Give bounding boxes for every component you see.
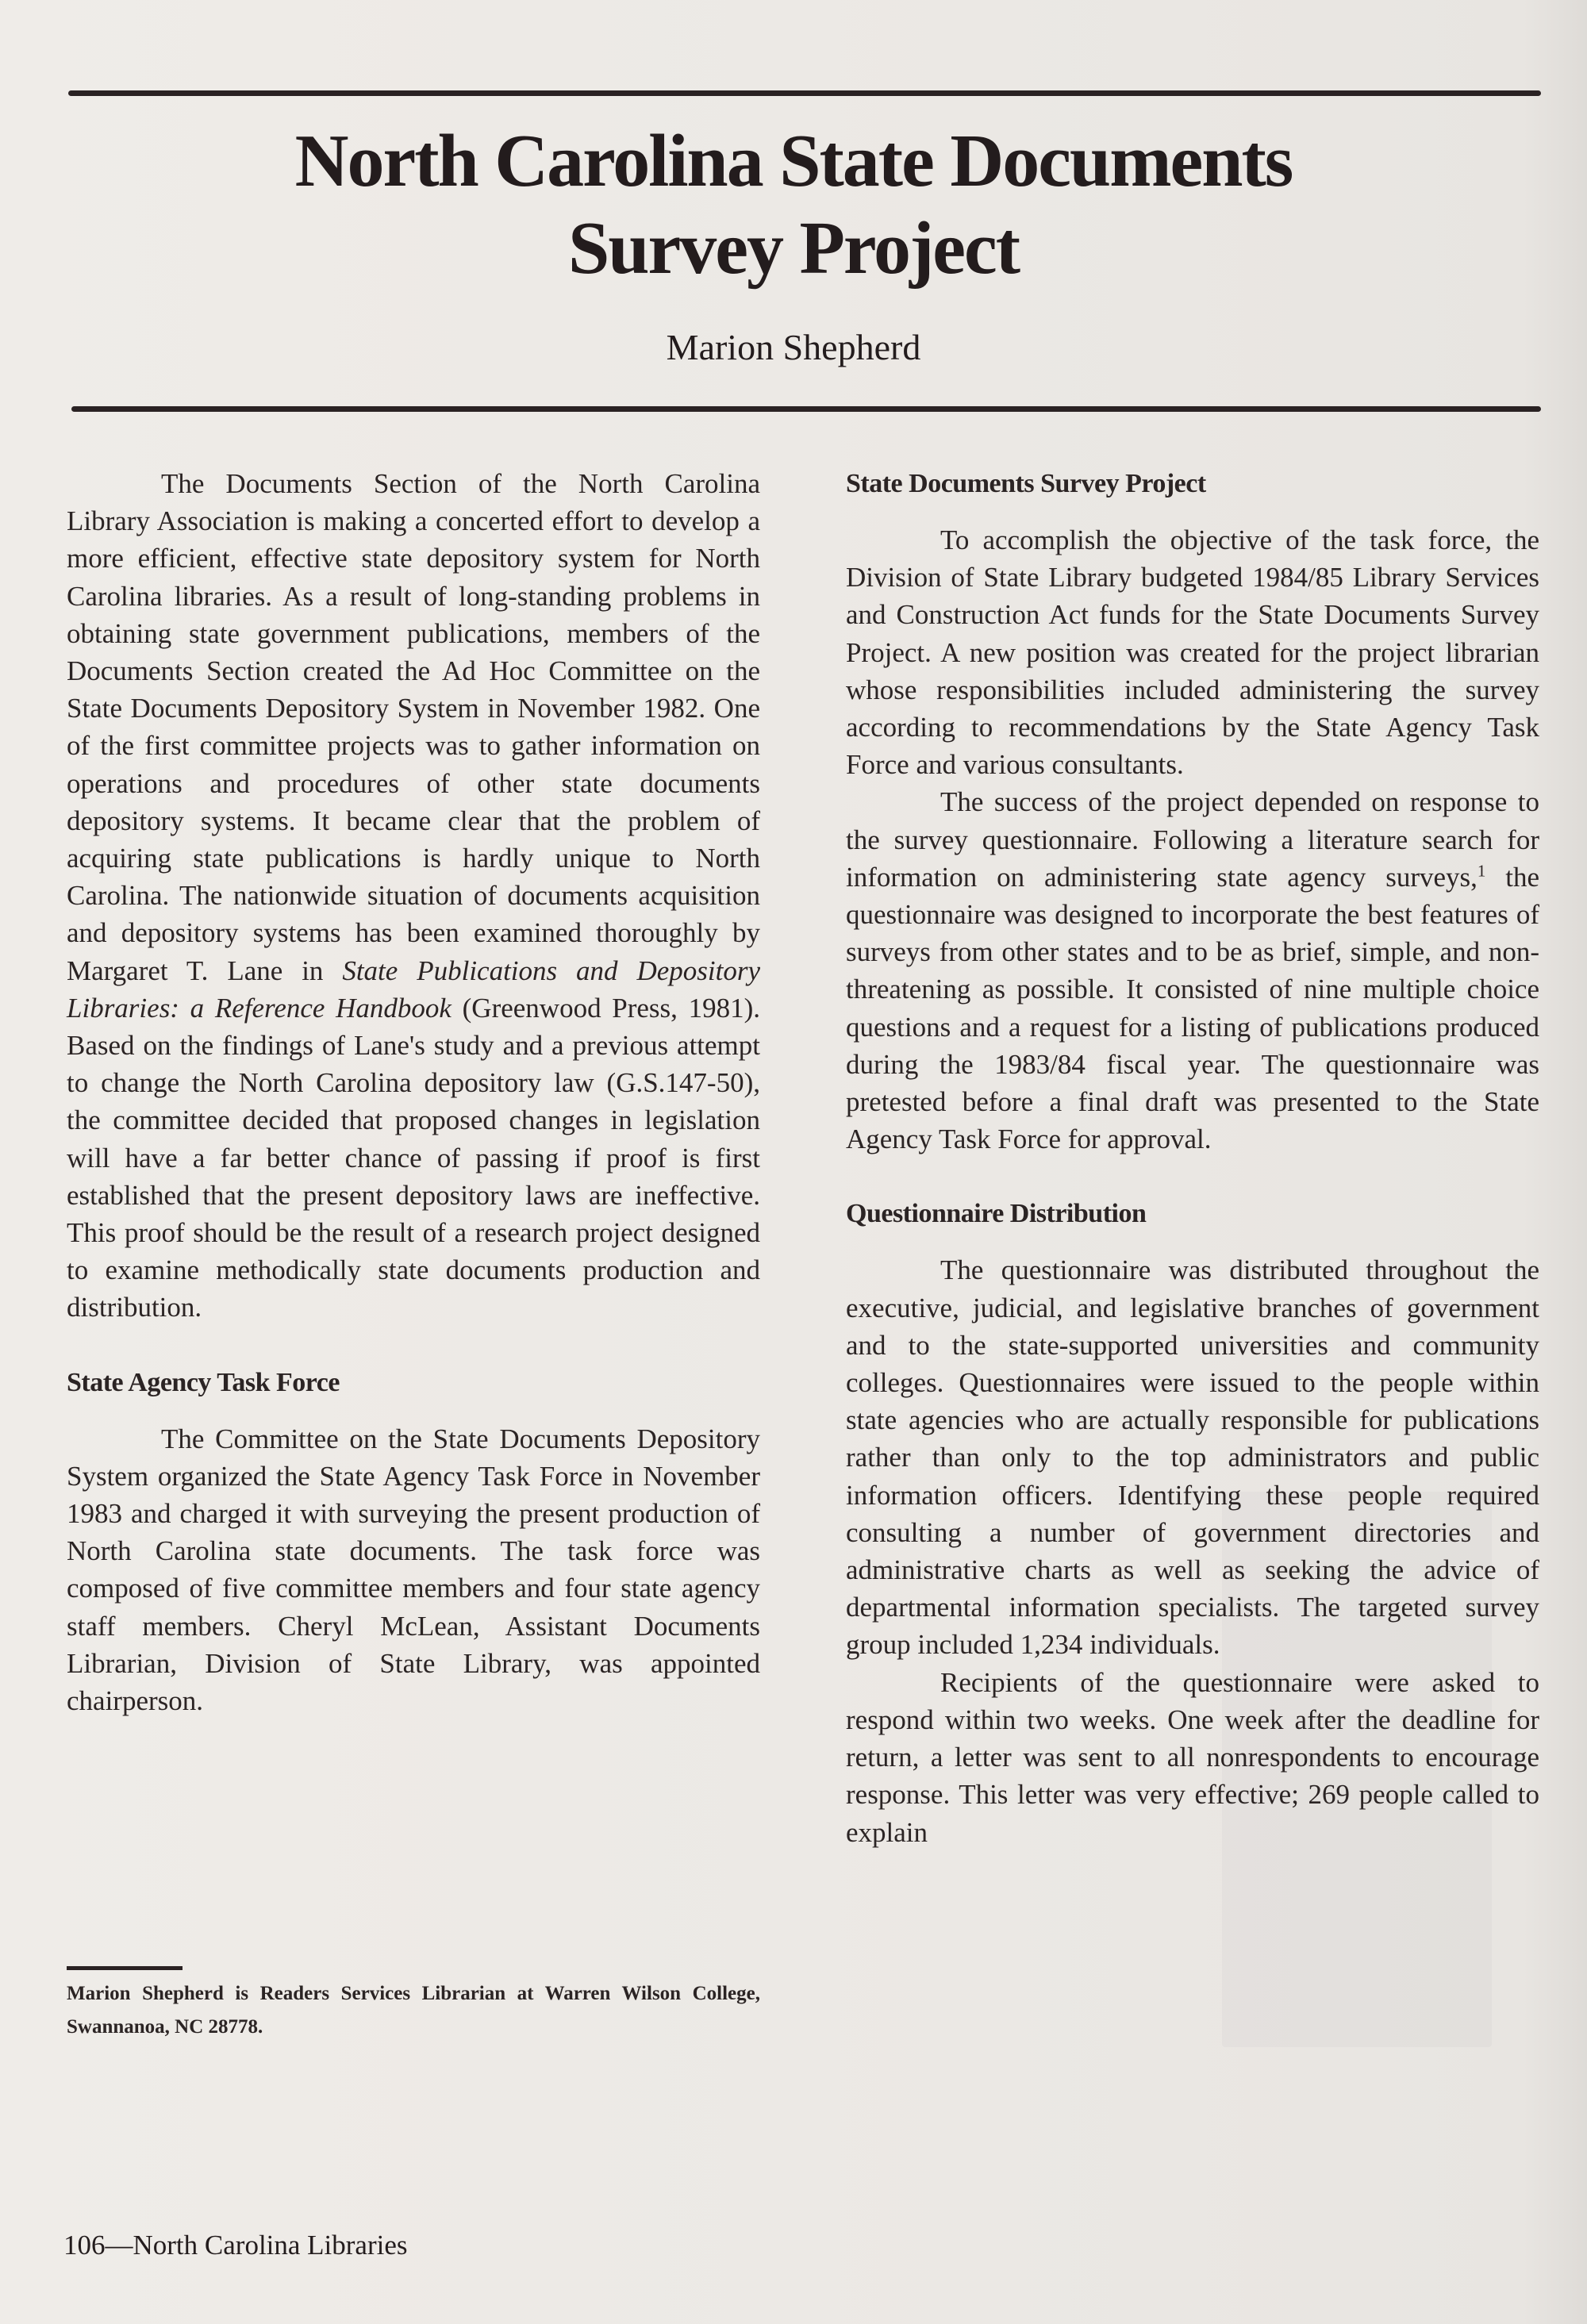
title-line-2: Survey Project (568, 207, 1019, 290)
header-bottom-rule (71, 406, 1541, 412)
title-line-1: North Carolina State Documents (294, 120, 1293, 202)
right-column (846, 465, 1539, 1851)
book-title: State Publications and Depository Libraries: a Reference Handbook (67, 955, 760, 1024)
distribution-paragraph-1: The questionnaire was distributed throughout the executive, judicial, and legislative branches of government and to the state-supported universities and community colleges. Questionnaires were issued to the people within state agencies who are actually responsible for publications rather than only to the top administrators and public information officers. Identifying these people required consulting a number of government directories and administrative charts as well as seeking the advice of departmental information specialists. The targeted survey group included 1,234 individuals. (846, 1254, 1539, 1661)
author-bio-footnote: Marion Shepherd is Readers Services Librarian at Warren Wilson College, Swannanoa, NC 28778. (67, 1983, 760, 2038)
intro-text: The Documents Section of the North Carolina Library Association is making a concerted effort to develop a more efficient, effective state depository system for North Carolina libraries. As a result of long-standing problems in obtaining state government publications, members of the Documents Section created the Ad Hoc Committee on the State Documents Depository System in November 1982. One of the first committee projects was to gather information on operations and procedures of other state documents depository systems. It became clear that the problem of acquiring state publications is hardly unique to North Carolina. The nationwide situation of documents acquisition and depository systems has been examined thoroughly by Margaret T. Lane in (67, 468, 760, 986)
survey-project-paragraph-2 (846, 783, 1539, 1158)
page-folio: 106—North Carolina Libraries (63, 2230, 408, 2261)
section-heading-distribution: Questionnaire Distribution (846, 1199, 1147, 1229)
spacer (67, 1401, 760, 1420)
spacer (846, 502, 1539, 521)
top-rule (68, 90, 1541, 96)
left-column (67, 465, 760, 1719)
paragraph-text: The success of the project depended on response to the survey questionnaire. Following a literature search for information on administering state agency surveys, (846, 786, 1539, 893)
intro-paragraph (67, 465, 760, 1327)
footnote-reference[interactable]: 1 (1477, 861, 1486, 881)
distribution-paragraph-2: Recipients of the questionnaire were asked to respond within two weeks. One week after the deadline for return, a letter was sent to all nonrespondents to encourage response. This letter was very effective; 269 people called to explain (846, 1666, 1539, 1848)
intro-text-continued: (Greenwood Press, 1981). Based on the findings of Lane's study and a previous attempt to change the North Carolina depository law (G.S.147-50), the committee decided that proposed changes in legislation will have a far better chance of passing if proof is first established that the present depository laws are ineffective. This proof should be the result of a research project designed to examine methodically state documents production and distribution. (67, 992, 761, 1323)
spacer (67, 1327, 760, 1364)
article-title (0, 117, 1587, 292)
spacer (846, 1232, 1539, 1251)
survey-project-paragraph-1: To accomplish the objective of the task force, the Division of State Library budgeted 1984/85 Library Services and Construction Act funds for the State Documents Survey Project. A new position was created for the project librarian whose responsibilities included administering the survey according to recommendations by the State Agency Task Force and various consultants. (846, 524, 1539, 781)
section-heading-task-force: State Agency Task Force (67, 1367, 340, 1397)
spacer (846, 1158, 1539, 1195)
footnote-rule (67, 1966, 183, 1970)
task-force-paragraph: The Committee on the State Documents Depository System organized the State Agency Task Force in November 1983 and charged it with surveying the present production of North Carolina state documents. The task force was composed of five committee members and four state agency staff members. Cheryl McLean, Assistant Documents Librarian, Division of State Library, was appointed chairperson. (67, 1423, 760, 1717)
author-byline: Marion Shepherd (666, 327, 921, 367)
paragraph-text-continued: the questionnaire was designed to incorporate the best features of surveys from other states and to be as brief, simple, and non-threatening as possible. It consisted of nine multiple choice questions and a request for a listing of publications produced during the 1983/84 fiscal year. The questionnaire was pretested before a final draft was presented to the State Agency Task Force for approval. (846, 861, 1539, 1155)
section-heading-survey-project: State Documents Survey Project (846, 469, 1206, 498)
